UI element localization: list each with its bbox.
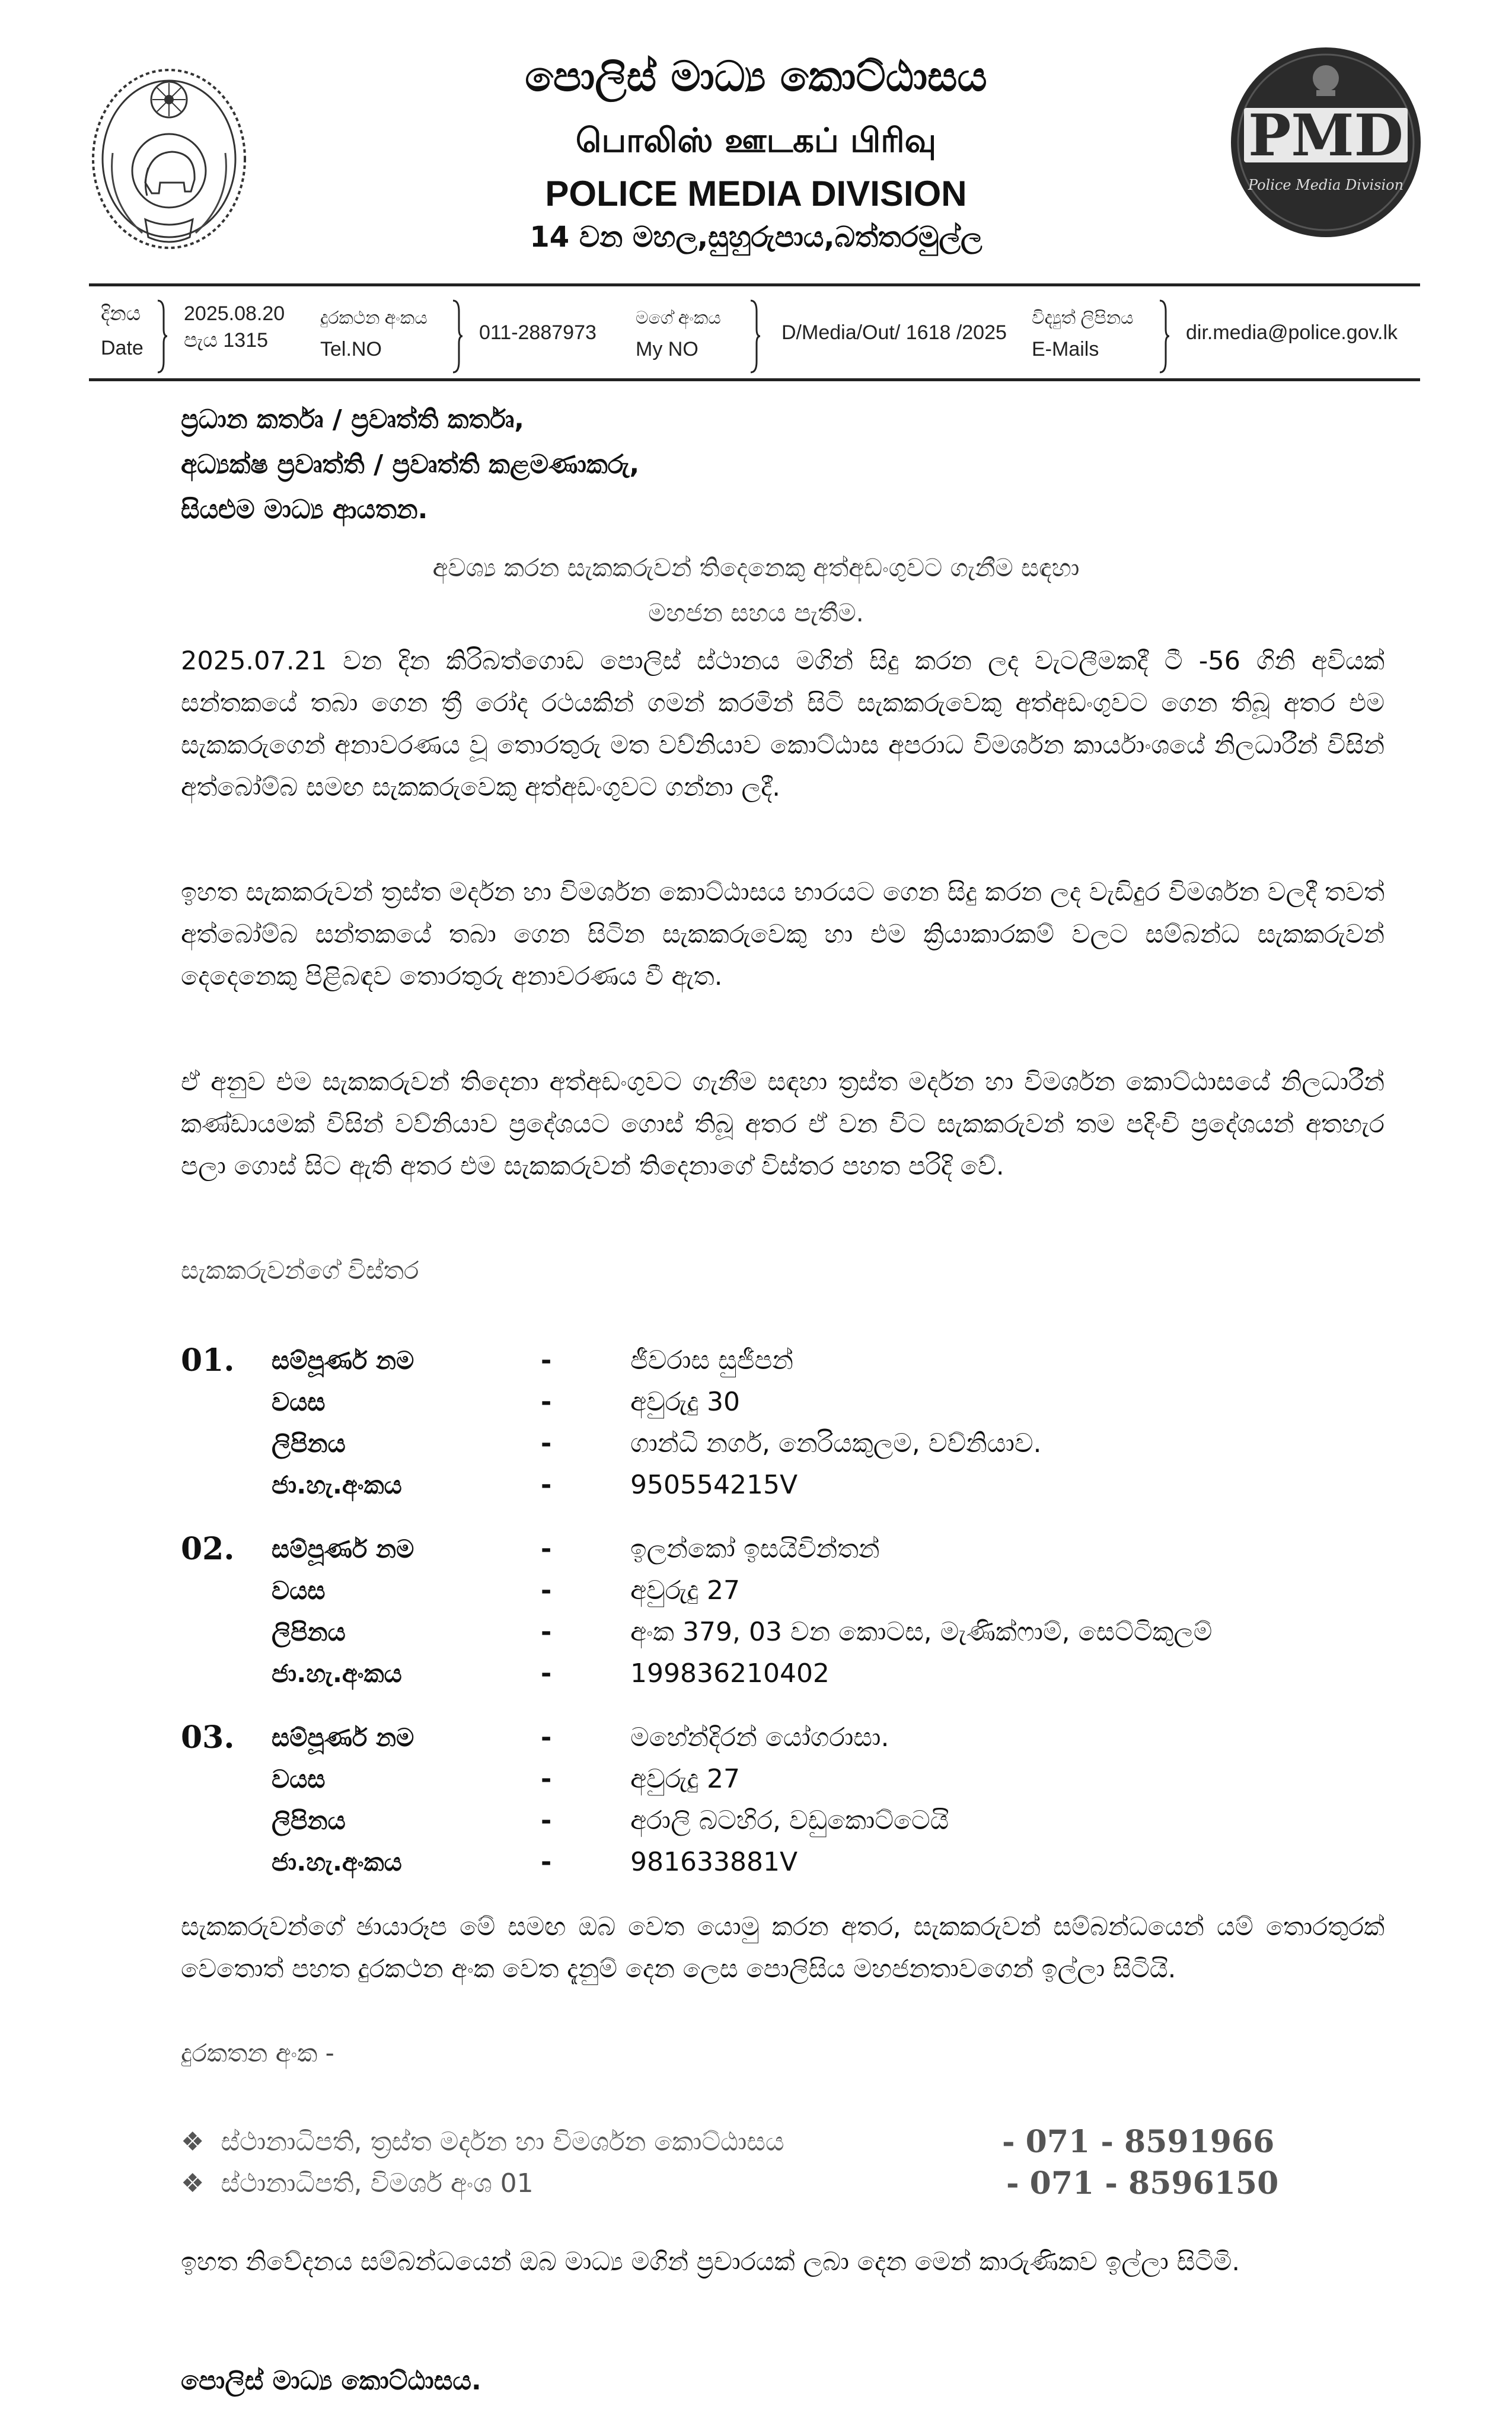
header-address: 14 වන මහල,සුහුරුපාය,බත්තරමුල්ල	[529, 221, 983, 254]
field-dash: -	[541, 1575, 552, 1606]
suspect-nic: 950554215V	[630, 1470, 798, 1500]
field-label: සම්පූර්ණ නම	[272, 1723, 414, 1752]
subject-line: මහජන සහය පැතීම.	[648, 598, 864, 627]
pmd-logo	[1226, 43, 1425, 242]
signature: පොලිස් මාධ්‍ය කොට්ඨාසය.	[181, 2366, 481, 2396]
field-dash: -	[541, 1470, 552, 1500]
field-dash: -	[541, 1847, 552, 1877]
email-value[interactable]: dir.media@police.gov.lk	[1186, 321, 1398, 344]
paragraph-2: ඉහත සැකකරුවන් ත්‍රස්ත මර්දන හා විමර්ශන කොට්ඨාසය භාරයට ගෙන සිදු කරන ලද වැඩිදුර විමර්ශන වලදී තවත් අත්බෝම්බ සන්තකයේ තබා ගෙන සිටින සැකකරුවෙකු හා එම ක්‍රියාකාරකම් වලට සම්බන්ධ සැකකරුවන් දෙදෙනෙකු පිළිබඳව තොරතුරු අනාවරණය වී ඇත.	[181, 878, 1385, 991]
contact-name-text: ස්ථානාධිපති, ත්‍රස්ත මර්දන හා විමර්ශන කොට්ඨාසය	[221, 2127, 784, 2157]
field-label: ජා.හැ.අංකය	[272, 1848, 402, 1877]
myno-label-en: My NO	[636, 338, 698, 360]
suspect-number: 03.	[181, 1719, 235, 1756]
suspect-3-nic-row	[0, 1842, 1512, 1883]
suspect-address: අංක 379, 03 වන කොටස, මැණික්ෆාම්, සෙට්ටිකුලම්	[630, 1617, 1213, 1647]
suspect-1-nic-row	[0, 1464, 1512, 1506]
suspect-1-name-row	[0, 1340, 1512, 1381]
field-dash: -	[541, 1658, 552, 1689]
suspect-address: ගාන්ධි නගර්, නෙරියකුලම, වව්නියාව.	[630, 1428, 1042, 1459]
field-label: සම්පූර්ණ නම	[272, 1346, 414, 1375]
suspect-details-heading: සැකකරුවන්ගේ විස්තර	[181, 1256, 419, 1285]
paragraph-5: ඉහත නිවේදනය සම්බන්ධයෙන් ඔබ මාධ්‍ය මගින් ප්‍රචාරයක් ලබා දෙන මෙන් කාරුණිකව ඉල්ලා සිටිමි.	[181, 2247, 1240, 2277]
diamond-bullet-icon: ❖	[181, 2168, 205, 2199]
info-bar	[0, 299, 1512, 382]
subject-line: අවශ්‍ය කරන සැකකරුවන් තිදෙනෙකු අත්අඩංගුවට ගැනීම සඳහා	[432, 553, 1080, 582]
header-title-english: POLICE MEDIA DIVISION	[545, 174, 967, 213]
field-label: වයස	[272, 1576, 326, 1605]
date-label-en: Date	[101, 337, 143, 359]
field-dash: -	[541, 1722, 552, 1753]
header-title-tamil: பொலிஸ் ஊடகப் பிரிவு	[575, 122, 937, 160]
addressee-line: සියළුම මාධ්‍ය ආයතන.	[181, 494, 428, 525]
paragraph-4: සැකකරුවන්ගේ ඡායාරූප මේ සමඟ ඔබ වෙත යොමු කරන අතර, සැකකරුවන් සම්බන්ධයෙන් යම් තොරතුරක් වෙතොත් පහත දුරකථන අංක වෙත දැනුම් දෙන ලෙස පොලිසිය මහජනතාවගෙන් ඉල්ලා සිටියි.	[181, 1912, 1385, 1984]
field-dash: -	[541, 1534, 552, 1564]
suspect-2-age-row	[0, 1570, 1512, 1612]
suspect-2-nic-row	[0, 1653, 1512, 1695]
suspect-name: මහේන්දිරන් යෝගරාසා.	[630, 1722, 889, 1753]
field-dash: -	[541, 1764, 552, 1794]
suspect-2-address-row	[0, 1612, 1512, 1653]
suspect-age: අවුරුදු 27	[630, 1575, 741, 1606]
suspect-3-address-row	[0, 1800, 1512, 1842]
myno-value: D/Media/Out/ 1618 /2025	[781, 321, 1007, 344]
brace-icon	[748, 299, 761, 374]
tel-value: 011-2887973	[479, 321, 596, 344]
suspect-number: 02.	[181, 1531, 235, 1567]
suspect-nic: 199836210402	[630, 1658, 830, 1689]
email-label-si: විද්‍යුත් ලිපිනය	[1032, 308, 1134, 328]
field-label: ලිපිනය	[272, 1617, 346, 1647]
brace-icon	[155, 299, 168, 374]
date-value: 2025.08.20	[184, 302, 285, 325]
pmd-logo-text: PMD	[1248, 102, 1403, 169]
suspect-1-address-row	[0, 1423, 1512, 1464]
field-dash: -	[541, 1387, 552, 1417]
contact-name	[181, 2163, 534, 2204]
addressee-line: ප්‍රධාන කර්තෘ / ප්‍රවෘත්ති කර්තෘ,	[181, 404, 525, 435]
header-divider-top	[89, 283, 1420, 286]
field-label: ලිපිනය	[272, 1429, 346, 1458]
suspect-1-age-row	[0, 1381, 1512, 1423]
subject-block	[0, 545, 1512, 636]
field-label: ජා.හැ.අංකය	[272, 1659, 402, 1688]
email-label-en: E-Mails	[1032, 338, 1099, 360]
field-dash: -	[541, 1617, 552, 1647]
header-divider-bottom	[89, 378, 1420, 381]
field-dash: -	[541, 1805, 552, 1836]
contact-row-2	[181, 2163, 1385, 2204]
tel-label-si: දුරකථන අංකය	[320, 308, 428, 328]
suspect-3-age-row	[0, 1759, 1512, 1800]
brace-icon	[451, 299, 464, 374]
field-dash: -	[541, 1345, 552, 1376]
addressee-block	[181, 397, 639, 532]
suspect-name: ජීවරාස සුජීපන්	[630, 1345, 794, 1376]
time-value: පැය 1315	[184, 329, 269, 352]
suspect-3-name-row	[0, 1717, 1512, 1759]
suspect-number: 01.	[181, 1342, 235, 1379]
suspect-name: ඉලන්කෝ ඉසයිවින්තන්	[630, 1534, 880, 1564]
suspect-age: අවුරුදු 27	[630, 1764, 741, 1794]
myno-label-si: මගේ අංකය	[636, 308, 721, 328]
header-title-sinhala: පොලිස් මාධ්‍ය කොට්ඨාසය	[525, 52, 987, 101]
diamond-bullet-icon: ❖	[181, 2127, 205, 2157]
pmd-logo-subtext: Police Media Division	[1248, 177, 1404, 193]
paragraph-3: ඒ අනුව එම සැකකරුවන් තිදෙනා අත්අඩංගුවට ගැනීම සඳහා ත්‍රස්ත මර්දන හා විමර්ශන කොට්ඨාසයේ නිලධාරීන් කණ්ඩායමක් විසින් වව්නියාව ප්‍රදේශයට ගොස් තිබූ අතර ඒ වන විට සැකකරුවන් තම පදිංචි ප්‍රදේශයන් අතහැර පලා ගොස් සිට ඇති අතර එම සැකකරුවන් තිදෙනාගේ විස්තර පහත පරිදි වේ.	[181, 1067, 1385, 1181]
suspect-age: අවුරුදු 30	[630, 1387, 741, 1417]
field-label: වයස	[272, 1387, 326, 1416]
brace-icon	[1157, 299, 1170, 374]
suspect-nic: 981633881V	[630, 1847, 798, 1877]
suspect-2-name-row	[0, 1529, 1512, 1570]
contact-name-text: ස්ථානාධිපති, විමර්ශ අංශ 01	[221, 2168, 534, 2199]
suspect-address: අරාලි බටහිර, වඩුකොට්ටෙයි	[630, 1805, 949, 1836]
date-label-si: දිනය	[101, 302, 141, 325]
contact-number[interactable]: - 071 - 8596150	[1006, 2165, 1279, 2201]
field-label: සම්පූර්ණ නම	[272, 1534, 414, 1564]
field-dash: -	[541, 1428, 552, 1459]
field-label: ජා.හැ.අංකය	[272, 1470, 402, 1499]
field-label: වයස	[272, 1764, 326, 1794]
contact-row-1	[181, 2121, 1385, 2163]
contact-name	[181, 2121, 784, 2163]
paragraph-1: 2025.07.21 වන දින කිරිබත්ගොඩ පොලිස් ස්ථානය මගින් සිදු කරන ලද වැටලීමකදී ටී -56 ගිනි අවියක් සන්තකයේ තබා ගෙන ත්‍රී රෝද රථයකින් ගමන් කරමින් සිටි සැකකරුවෙකු අත්අඩංගුවට ගෙන තිබූ අතර එම සැකකරුගෙන් අනාවරණය වූ තොරතුරු මත වව්නියාව කොට්ඨාස අපරාධ විමර්ශන කාර්යාංශයේ නිලධාරීන් විසින් අත්බෝම්බ සමඟ සැකකරුවෙකු අත්අඩංගුවට ගන්නා ලදී.	[181, 646, 1385, 802]
addressee-line: අධ්‍යක්ෂ ප්‍රවෘත්ති / ප්‍රවෘත්ති කළමණාකරු,	[181, 449, 640, 480]
field-label: ලිපිනය	[272, 1806, 346, 1835]
tel-label-en: Tel.NO	[320, 338, 382, 360]
contact-number[interactable]: - 071 - 8591966	[1002, 2124, 1275, 2160]
phone-heading: දුරකතන අංක -	[181, 2038, 334, 2067]
